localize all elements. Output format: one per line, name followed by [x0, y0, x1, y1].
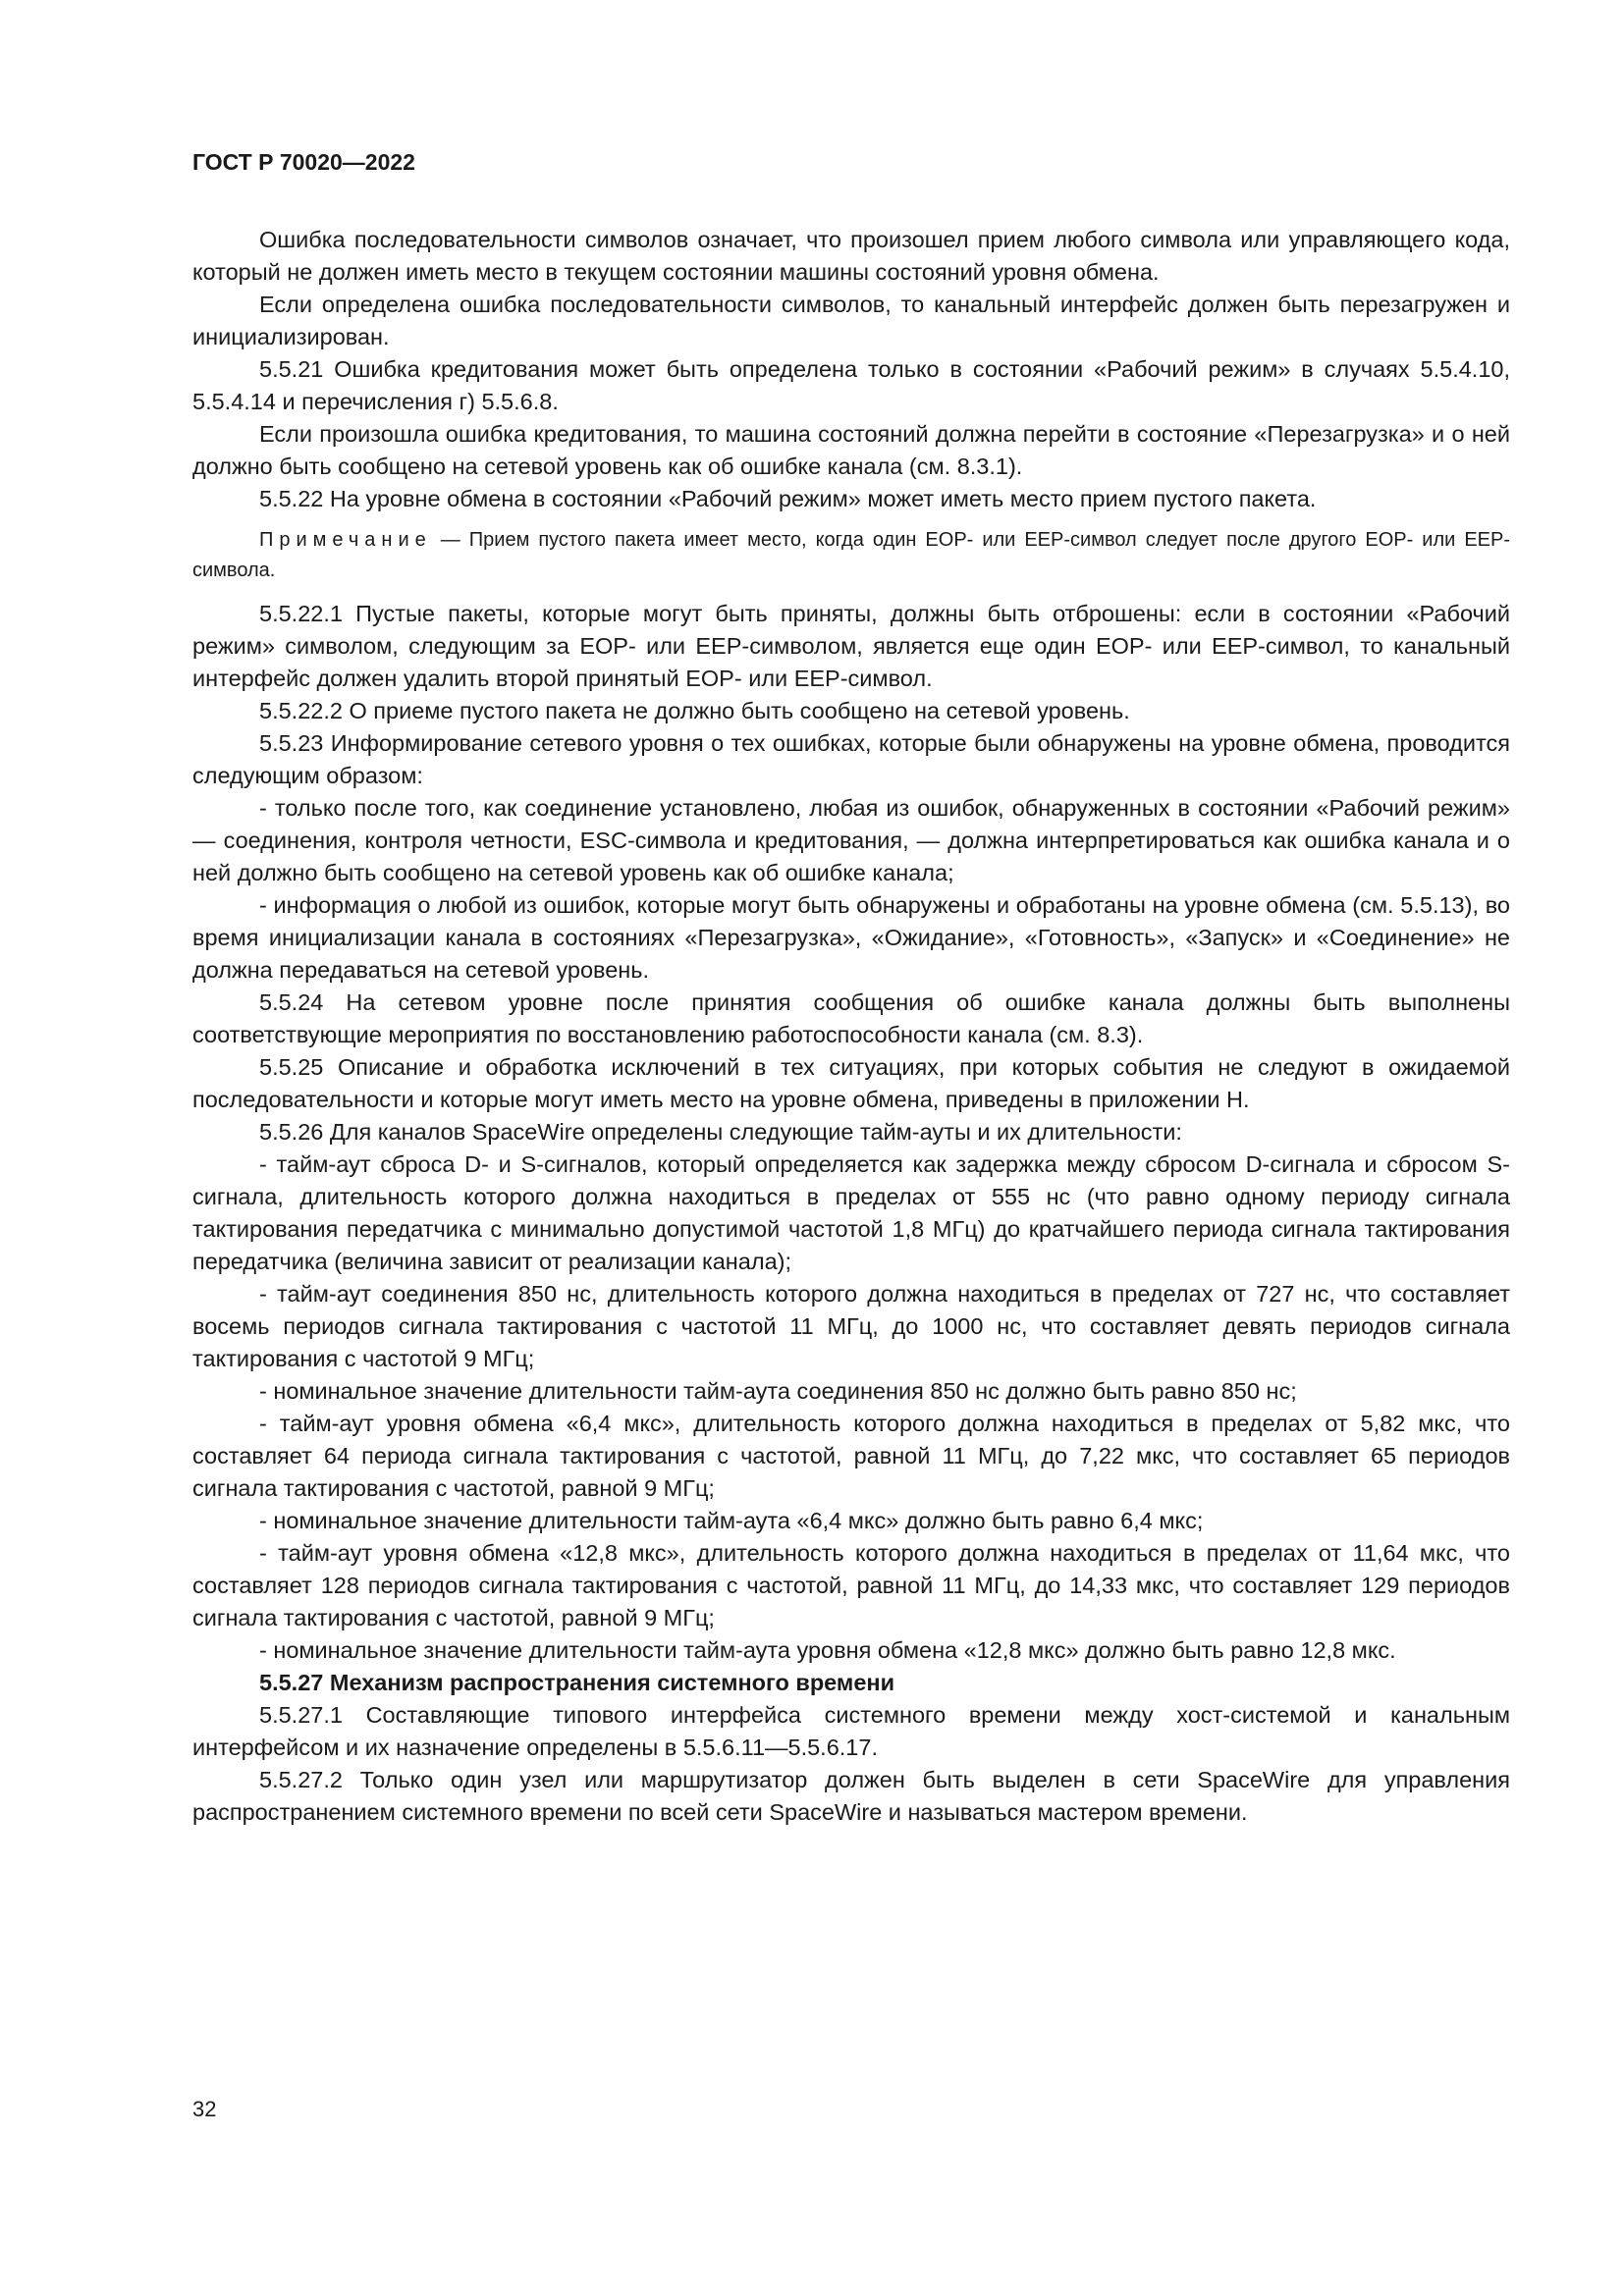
clause-5-5-22: 5.5.22 На уровне обмена в состоянии «Рабочий режим» может иметь место прием пустого пакета. — [259, 486, 1317, 511]
clause-5-5-24: 5.5.24 На сетевом уровне после принятия сообщения об ошибке канала должны быть выполнены соответствующие мероприятия по восстановлению работоспособности канала (см. 8.3). — [192, 989, 1510, 1047]
list-item: - номинальное значение длительности тайм-аута «6,4 мкс» должно быть равно 6,4 мкс; — [259, 1508, 1204, 1533]
clause-5-5-22-1: 5.5.22.1 Пустые пакеты, которые могут быть приняты, должны быть отброшены: если в состоянии «Рабочий режим» символом, следующим за EOP- или EEP-символом, является еще один EOP- или EEP-символ, то канальный интерфейс должен удалить второй принятый EOP- или EEP-символ. — [192, 601, 1510, 691]
clause-5-5-21: 5.5.21 Ошибка кредитования может быть определена только в состоянии «Рабочий режим» в случаях 5.5.4.10, 5.5.4.14 и перечисления г) 5.5.6.8. — [192, 356, 1510, 414]
list-item: - номинальное значение длительности тайм-аута соединения 850 нс должно быть равно 850 нс; — [259, 1378, 1297, 1404]
document-body — [192, 224, 1510, 1829]
note-text: — Прием пустого пакета имеет место, когда один EOP- или EEP-символ следует после другого EOP- или EEP-символа. — [192, 529, 1510, 581]
list-item: - тайм-аут уровня обмена «12,8 мкс», длительность которого должна находиться в пределах от 11,64 мкс, что составляет 128 периодов сигнала тактирования с частотой, равной 11 МГц, до 14,33 мкс, что составляет 129 периодов сигнала тактирования с частотой, равной 9 МГц; — [192, 1540, 1510, 1630]
clause-5-5-23: 5.5.23 Информирование сетевого уровня о тех ошибках, которые были обнаружены на уровне обмена, проводится следующим образом: — [192, 730, 1510, 788]
clause-5-5-27-1: 5.5.27.1 Составляющие типового интерфейса системного времени между хост-системой и канальным интерфейсом и их назначение определены в 5.5.6.11—5.5.6.17. — [192, 1702, 1510, 1760]
clause-5-5-26: 5.5.26 Для каналов SpaceWire определены следующие тайм-ауты и их длительности: — [259, 1119, 1182, 1145]
note-label: Примечание — [259, 529, 432, 551]
clause-5-5-27-2: 5.5.27.2 Только один узел или маршрутизатор должен быть выделен в сети SpaceWire для управления распространением системного времени по всей сети SpaceWire и называться мастером времени. — [192, 1767, 1510, 1825]
list-item: - информация о любой из ошибок, которые могут быть обнаружены и обработаны на уровне обмена (см. 5.5.13), во время инициализации канала в состояниях «Перезагрузка», «Ожидание», «Готовность», «Запуск» и «Соединение» не должна передаваться на сетевой уровень. — [192, 892, 1510, 983]
clause-5-5-25: 5.5.25 Описание и обработка исключений в тех ситуациях, при которых события не следуют в ожидаемой последовательности и которые могут иметь место на уровне обмена, приведены в приложении Н. — [192, 1054, 1510, 1112]
paragraph: Если произошла ошибка кредитования, то машина состояний должна перейти в состояние «Перезагрузка» и о ней должно быть сообщено на сетевой уровень как об ошибке канала (см. 8.3.1). — [192, 421, 1510, 479]
section-heading-5-5-27: 5.5.27 Механизм распространения системного времени — [259, 1670, 895, 1695]
page-number: 32 — [192, 2097, 217, 2121]
list-item: - тайм-аут уровня обмена «6,4 мкс», длительность которого должна находиться в пределах от 5,82 мкс, что составляет 64 периода сигнала тактирования с частотой, равной 11 МГц, до 7,22 мкс, что составляет 65 периодов сигнала тактирования с частотой, равной 9 МГц; — [192, 1411, 1510, 1501]
paragraph: Ошибка последовательности символов означает, что произошел прием любого символа или управляющего кода, который не должен иметь место в текущем состоянии машины состояний уровня обмена. — [192, 227, 1510, 285]
document-header: ГОСТ Р 70020—2022 — [192, 149, 415, 175]
list-item: - тайм-аут сброса D- и S-сигналов, который определяется как задержка между сбросом D-сигнала и сбросом S-сигнала, длительность которого должна находиться в пределах от 555 нс (что равно одному периоду сигнала тактирования передатчика с минимально допустимой частотой 1,8 МГц) до кратчайшего периода сигнала тактирования передатчика (величина зависит от реализации канала); — [192, 1151, 1510, 1274]
list-item: - только после того, как соединение установлено, любая из ошибок, обнаруженных в состоянии «Рабочий режим» — соединения, контроля четности, ESC-символа и кредитования, — должна интерпретироваться как ошибка канала и о ней должно быть сообщено на сетевой уровень как об ошибке канала; — [192, 795, 1510, 885]
note — [192, 525, 1510, 586]
list-item: - тайм-аут соединения 850 нс, длительность которого должна находиться в пределах от 727 нс, что составляет восемь периодов сигнала тактирования с частотой 11 МГц, до 1000 нс, что составляет девять периодов сигнала тактирования с частотой 9 МГц; — [192, 1281, 1510, 1371]
clause-5-5-22-2: 5.5.22.2 О приеме пустого пакета не должно быть сообщено на сетевой уровень. — [259, 698, 1130, 723]
paragraph: Если определена ошибка последовательности символов, то канальный интерфейс должен быть перезагружен и инициализирован. — [192, 292, 1510, 349]
list-item: - номинальное значение длительности тайм-аута уровня обмена «12,8 мкс» должно быть равно 12,8 мкс. — [259, 1637, 1396, 1663]
